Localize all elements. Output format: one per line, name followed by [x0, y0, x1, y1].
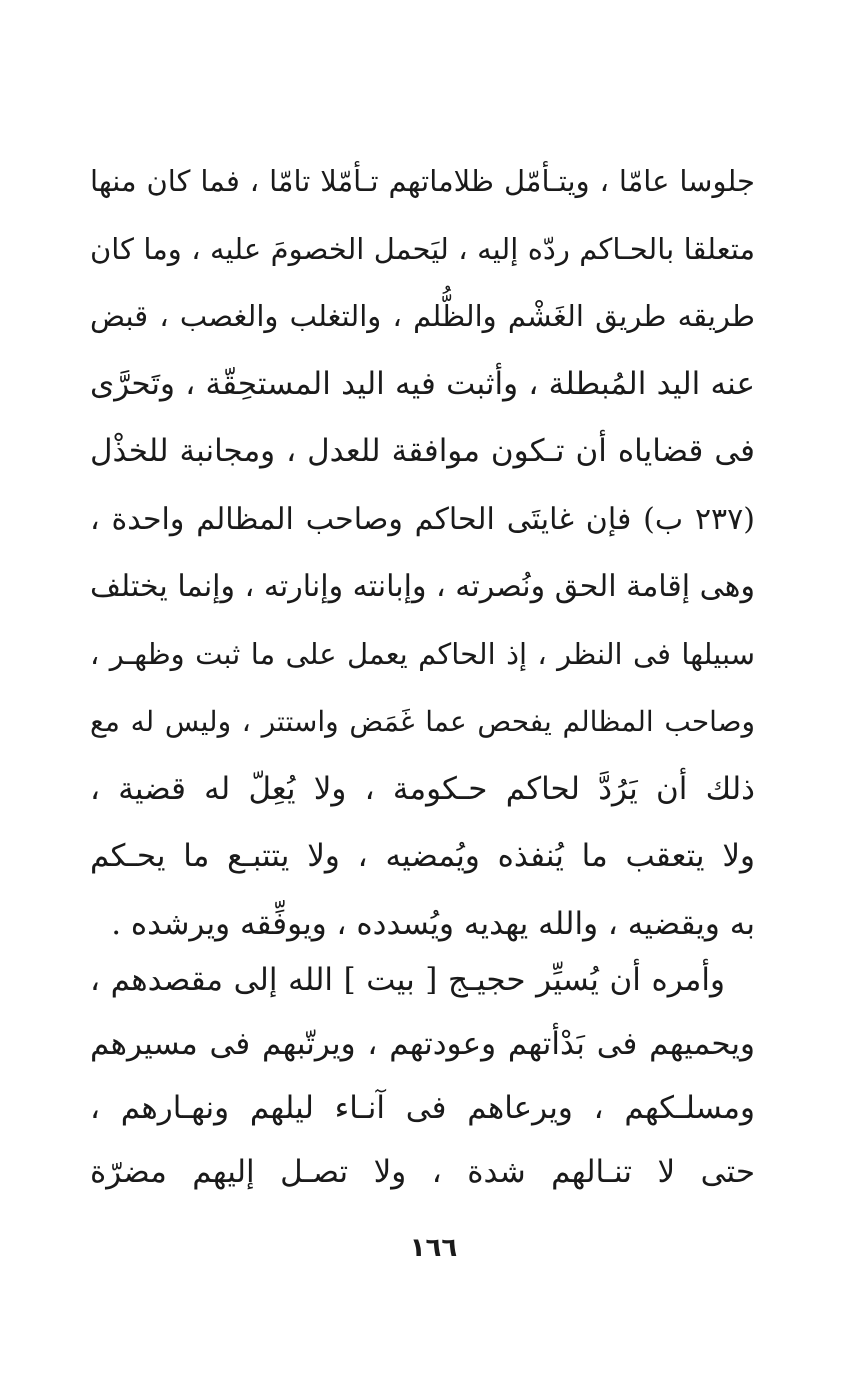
- text-line: عنه اليد المُبطلة ، وأثبت فيه اليد المستحِقّة ، وتَحرَّى: [90, 365, 755, 402]
- text-line: سبيلها فى النظر ، إذ الحاكم يعمل على ما ثبت وظهـر ،: [90, 636, 755, 671]
- text-line: وصاحب المظالم يفحص عما غَمَض واستتر ، وليس له مع: [90, 705, 755, 738]
- text-line: وأمره أن يُسيِّر حجيـج [ بيت ] الله إلى مقصدهم ،: [90, 962, 725, 998]
- paragraph-1: [90, 148, 755, 958]
- text-line: ويحميهم فى بَدْأتهم وعودتهم ، ويرتّبهم فى مسيرهم: [90, 1026, 755, 1062]
- text-line: به ويقضيه ، والله يهديه ويُسدده ، ويوفِّقه ويرشده .: [111, 905, 755, 942]
- text-line: متعلقا بالحـاكم ردّه إليه ، ليَحمل الخصومَ عليه ، وما كان: [90, 231, 755, 266]
- text-line: ولا يتعقب ما يُنفذه ويُمضيه ، ولا يتتبـع ما يحـكم: [90, 838, 755, 874]
- paragraph-2: [90, 948, 755, 1204]
- text-line: فى قضاياه أن تـكون موافقة للعدل ، ومجانبة للخذْل: [90, 433, 755, 469]
- text-line: ذلك أن يَرُدَّ لحاكم حـكومة ، ولا يُعِلّ له قضية ،: [90, 770, 755, 807]
- text-line: (٢٣٧ ب) فإن غايتَى الحاكم وصاحب المظالم واحدة ،: [90, 501, 755, 537]
- text-line: جلوسا عامّا ، ويتـأمّل ظلاماتهم تـأمّلا تامّا ، فما كان منها: [90, 164, 755, 198]
- text-line: وهى إقامة الحق ونُصرته ، وإبانته وإنارته ، وإنما يختلف: [90, 569, 755, 604]
- text-line: طريقه طريق الغَشْم والظُّلم ، والتغلب والغصب ، قبض: [90, 299, 755, 333]
- text-line: ومسلـكهم ، ويرعاهم فى آنـاء ليلهم ونهـارهم ،: [90, 1090, 755, 1126]
- page-number: ١٦٦: [409, 1233, 458, 1263]
- text-line: حتى لا تنـالهم شدة ، ولا تصـل إليهم مضرّة: [90, 1154, 755, 1190]
